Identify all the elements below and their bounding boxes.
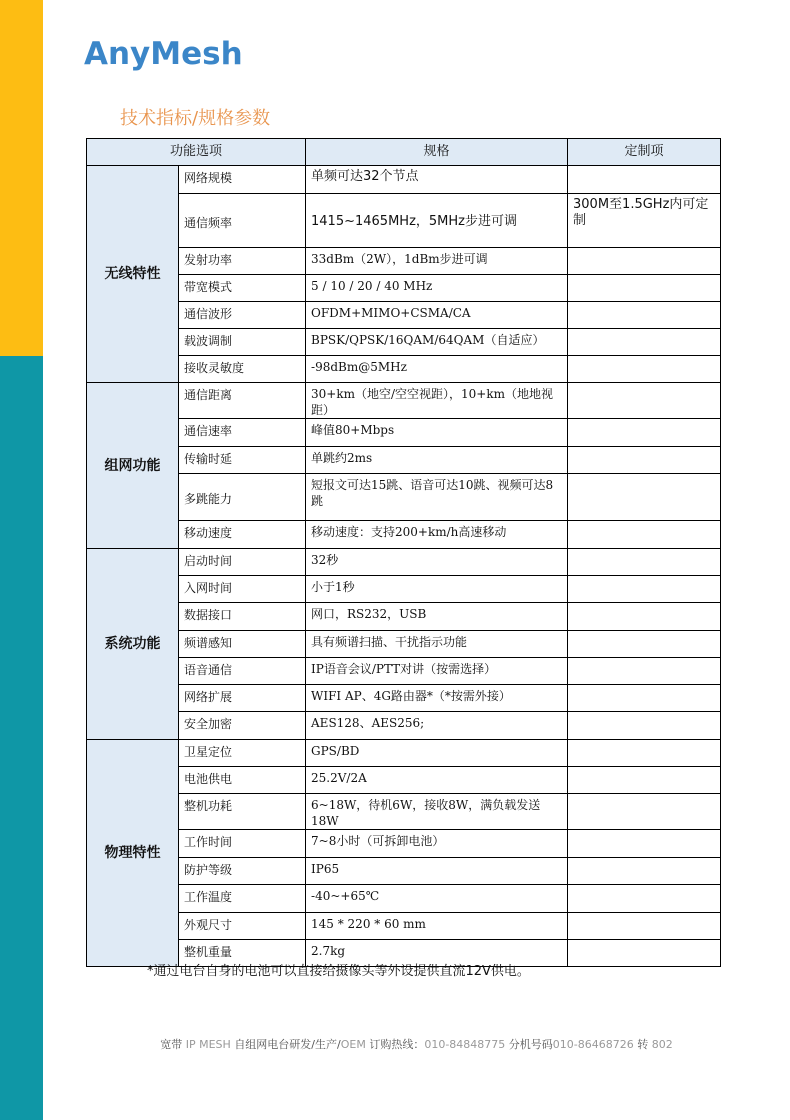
custom-value — [568, 419, 721, 447]
anymesh-logo — [84, 34, 243, 74]
custom-value — [568, 474, 721, 521]
spec-value: 峰值80+Mbps — [306, 419, 568, 447]
table-row — [87, 447, 721, 474]
custom-value — [568, 549, 721, 576]
table-row — [87, 712, 721, 740]
item-label: 入网时间 — [179, 576, 306, 603]
custom-value — [568, 447, 721, 474]
item-label: 移动速度 — [179, 521, 306, 549]
custom-value — [568, 383, 721, 419]
table-row — [87, 858, 721, 885]
table-row — [87, 166, 721, 194]
custom-value — [568, 356, 721, 383]
footnote: *通过电台自身的电池可以直接给摄像头等外设提供直流12V供电。 — [147, 964, 530, 979]
spec-value: 短报文可达15跳、语音可达10跳、视频可达8跳 — [306, 474, 568, 521]
table-row — [87, 576, 721, 603]
table-row — [87, 248, 721, 275]
custom-value — [568, 576, 721, 603]
spec-value: 1415~1465MHz，5MHz步进可调 — [306, 194, 568, 248]
item-label: 通信速率 — [179, 419, 306, 447]
custom-value — [568, 712, 721, 740]
item-label: 工作温度 — [179, 885, 306, 913]
item-label: 带宽模式 — [179, 275, 306, 302]
table-row — [87, 302, 721, 329]
item-label: 载波调制 — [179, 329, 306, 356]
footer-phone: 010-84848775 — [424, 1038, 506, 1051]
spec-value: 25.2V/2A — [306, 767, 568, 794]
custom-value — [568, 794, 721, 830]
table-row — [87, 356, 721, 383]
table-row — [87, 383, 721, 419]
custom-value — [568, 275, 721, 302]
table-header-row — [87, 139, 721, 166]
table-row — [87, 194, 721, 248]
table-row — [87, 685, 721, 712]
item-label: 防护等级 — [179, 858, 306, 885]
spec-value: 具有频谱扫描、干扰指示功能 — [306, 631, 568, 658]
spec-value: AES128、AES256; — [306, 712, 568, 740]
custom-value — [568, 885, 721, 913]
spec-value: 145 * 220 * 60 mm — [306, 913, 568, 940]
item-label: 安全加密 — [179, 712, 306, 740]
item-label: 启动时间 — [179, 549, 306, 576]
table-row — [87, 740, 721, 767]
item-label: 通信频率 — [179, 194, 306, 248]
category-system: 系统功能 — [87, 549, 179, 740]
custom-value — [568, 658, 721, 685]
custom-value — [568, 302, 721, 329]
category-physical: 物理特性 — [87, 740, 179, 967]
table-row — [87, 275, 721, 302]
header-spec: 规格 — [306, 139, 568, 166]
table-row — [87, 631, 721, 658]
custom-value — [568, 830, 721, 858]
spec-value: 6~18W，待机6W，接收8W，满负载发送18W — [306, 794, 568, 830]
custom-value — [568, 940, 721, 967]
table-body — [87, 166, 721, 967]
footer-text: 订购热线： — [369, 1038, 425, 1051]
footer-text: 宽带 — [160, 1038, 183, 1051]
spec-value: GPS/BD — [306, 740, 568, 767]
spec-table — [86, 138, 721, 967]
table-row — [87, 767, 721, 794]
custom-value — [568, 166, 721, 194]
spec-value: -40~+65℃ — [306, 885, 568, 913]
item-label: 网络规模 — [179, 166, 306, 194]
table-row — [87, 830, 721, 858]
spec-value: 小于1秒 — [306, 576, 568, 603]
item-label: 语音通信 — [179, 658, 306, 685]
category-wireless: 无线特性 — [87, 166, 179, 383]
spec-value: 7~8小时（可拆卸电池） — [306, 830, 568, 858]
custom-value — [568, 603, 721, 631]
spec-value: WIFI AP、4G路由器*（*按需外接） — [306, 685, 568, 712]
item-label: 通信波形 — [179, 302, 306, 329]
spec-value: 5 / 10 / 20 / 40 MHz — [306, 275, 568, 302]
item-label: 整机重量 — [179, 940, 306, 967]
footer-text: 转 — [637, 1038, 649, 1051]
item-label: 数据接口 — [179, 603, 306, 631]
category-networking: 组网功能 — [87, 383, 179, 549]
table-row — [87, 521, 721, 549]
custom-value — [568, 767, 721, 794]
item-label: 电池供电 — [179, 767, 306, 794]
custom-value: 300M至1.5GHz内可定制 — [568, 194, 721, 248]
page-footer — [0, 1036, 790, 1052]
custom-value — [568, 631, 721, 658]
item-label: 网络扩展 — [179, 685, 306, 712]
spec-value: OFDM+MIMO+CSMA/CA — [306, 302, 568, 329]
header-custom: 定制项 — [568, 139, 721, 166]
footer-extension-phone: 010-86468726 — [552, 1038, 634, 1051]
table-row — [87, 658, 721, 685]
spec-value: 移动速度：支持200+km/h高速移动 — [306, 521, 568, 549]
table-row — [87, 329, 721, 356]
item-label: 频谱感知 — [179, 631, 306, 658]
spec-value: 单跳约2ms — [306, 447, 568, 474]
item-label: 整机功耗 — [179, 794, 306, 830]
table-row — [87, 603, 721, 631]
spec-value: 33dBm（2W），1dBm步进可调 — [306, 248, 568, 275]
section-title: 技术指标/规格参数 — [120, 108, 271, 129]
item-label: 多跳能力 — [179, 474, 306, 521]
table-row — [87, 419, 721, 447]
custom-value — [568, 913, 721, 940]
sidebar-yellow-bar — [0, 0, 43, 356]
custom-value — [568, 521, 721, 549]
item-label: 卫星定位 — [179, 740, 306, 767]
custom-value — [568, 740, 721, 767]
spec-value: IP65 — [306, 858, 568, 885]
custom-value — [568, 248, 721, 275]
custom-value — [568, 858, 721, 885]
table-row — [87, 913, 721, 940]
footer-text: IP MESH — [185, 1038, 231, 1051]
header-function: 功能选项 — [87, 139, 306, 166]
spec-value: -98dBm@5MHz — [306, 356, 568, 383]
spec-value: 30+km（地空/空空视距），10+km（地地视距） — [306, 383, 568, 419]
spec-value: 单频可达32个节点 — [306, 166, 568, 194]
footer-text: 自组网电台研发/生产/ — [234, 1038, 341, 1051]
item-label: 传输时延 — [179, 447, 306, 474]
spec-value: IP语音会议/PTT对讲（按需选择） — [306, 658, 568, 685]
custom-value — [568, 685, 721, 712]
item-label: 发射功率 — [179, 248, 306, 275]
item-label: 外观尺寸 — [179, 913, 306, 940]
table-row — [87, 794, 721, 830]
table-row — [87, 474, 721, 521]
footer-text: 分机号码 — [508, 1038, 553, 1051]
spec-value: 网口，RS232，USB — [306, 603, 568, 631]
table-row — [87, 885, 721, 913]
footer-extension: 802 — [651, 1038, 673, 1051]
logo-text: AnyMesh — [84, 36, 243, 72]
table-row — [87, 549, 721, 576]
spec-value: 32秒 — [306, 549, 568, 576]
spec-value: 2.7kg — [306, 940, 568, 967]
sidebar-teal-bar — [0, 356, 43, 1120]
footer-text: OEM — [340, 1038, 366, 1051]
item-label: 通信距离 — [179, 383, 306, 419]
spec-value: BPSK/QPSK/16QAM/64QAM（自适应） — [306, 329, 568, 356]
custom-value — [568, 329, 721, 356]
item-label: 工作时间 — [179, 830, 306, 858]
item-label: 接收灵敏度 — [179, 356, 306, 383]
